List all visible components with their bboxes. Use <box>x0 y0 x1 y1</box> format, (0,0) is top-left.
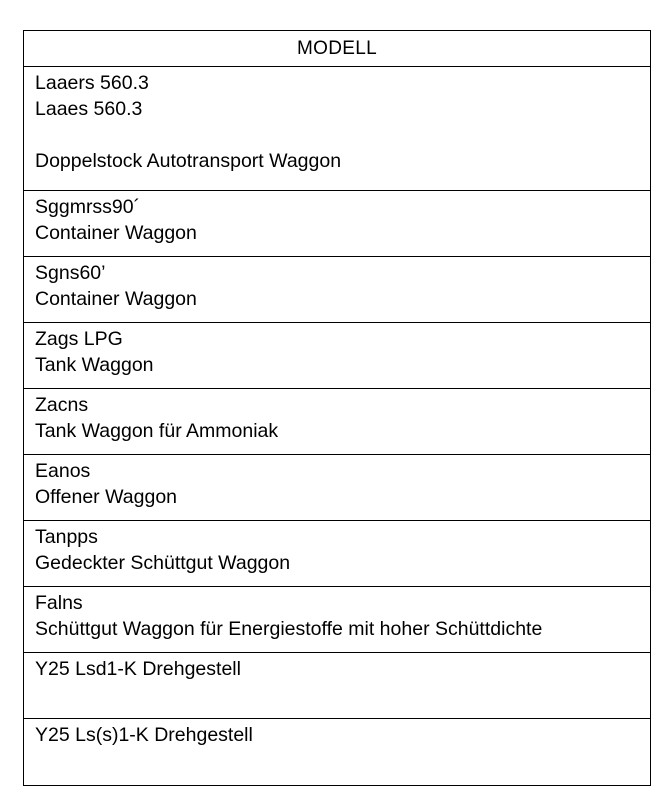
row-description: Container Waggon <box>35 288 197 310</box>
table-row <box>24 587 650 653</box>
row-model-code: Falns <box>35 592 83 614</box>
row-model-code: Zacns <box>35 394 89 416</box>
row-model-code: Tanpps <box>35 526 98 548</box>
table-row <box>24 719 650 785</box>
row-model-code: Sgns60’ <box>35 262 106 284</box>
row-spacer <box>35 122 650 148</box>
row-model-code: Y25 Lsd1-K Drehgestell <box>35 658 241 680</box>
row-description: Container Waggon <box>35 222 197 244</box>
table-row <box>24 191 650 257</box>
model-table <box>23 30 651 786</box>
row-model-code: Zags LPG <box>35 328 123 350</box>
row-description: Tank Waggon für Ammoniak <box>35 420 279 442</box>
row-description: Gedeckter Schüttgut Waggon <box>35 552 291 574</box>
table-row <box>24 67 650 191</box>
row-description: Schüttgut Waggon für Energiestoffe mit hoher Schüttdichte <box>35 618 543 640</box>
row-description: Doppelstock Autotransport Waggon <box>35 150 342 172</box>
row-model-code: Laaes 560.3 <box>35 98 143 120</box>
table-row <box>24 521 650 587</box>
table-row <box>24 389 650 455</box>
table-row <box>24 257 650 323</box>
table-row <box>24 653 650 719</box>
row-model-code: Sggmrss90´ <box>35 196 141 218</box>
table-row <box>24 323 650 389</box>
row-description: Offener Waggon <box>35 486 178 508</box>
table-row <box>24 455 650 521</box>
table-header-modell: MODELL <box>24 31 650 67</box>
row-model-code: Y25 Ls(s)1-K Drehgestell <box>35 724 253 746</box>
row-model-code: Laaers 560.3 <box>35 72 149 94</box>
row-description: Tank Waggon <box>35 354 154 376</box>
row-model-code: Eanos <box>35 460 91 482</box>
